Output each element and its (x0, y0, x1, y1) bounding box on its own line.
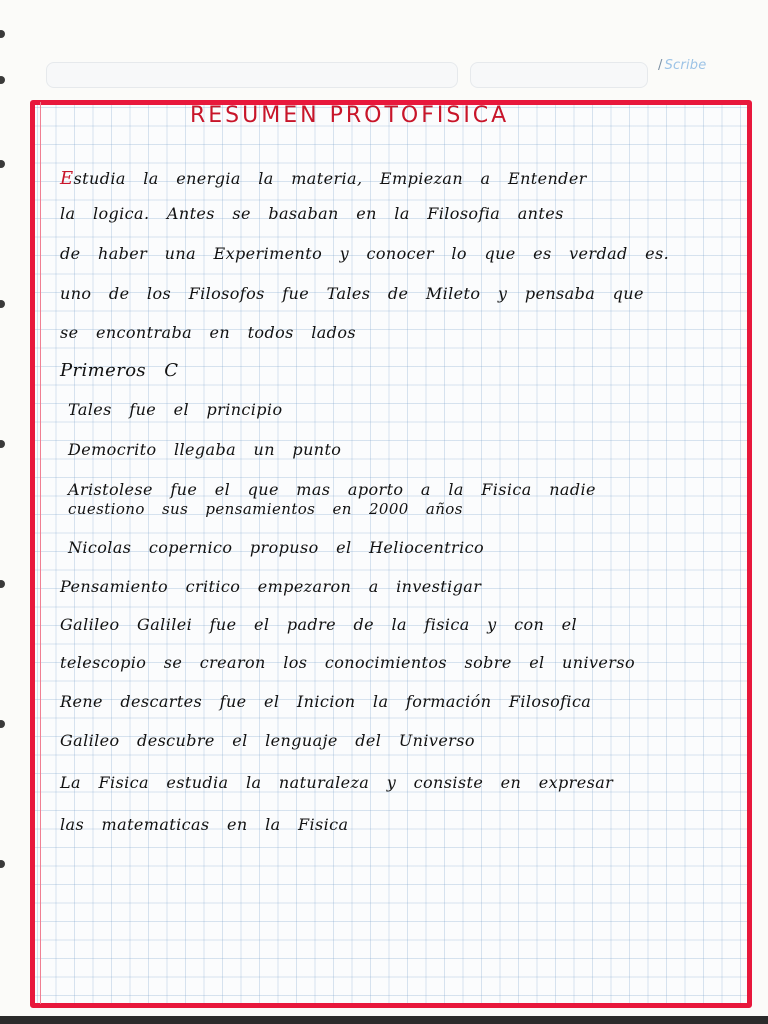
note-fisica-1: La Fisica estudia la naturaleza y consiste en expresar (60, 773, 614, 792)
intro-line-2: la logica. Antes se basaban en la Filosofia antes (60, 204, 564, 223)
note-nicolas: Nicolas copernico propuso el Heliocentrico (68, 538, 485, 557)
intro-line-3: de haber una Experimento y conocer lo que es verdad es. (60, 244, 670, 263)
intro-line-1: Estudia la energia la materia, Empiezan a Entender (60, 168, 587, 189)
spiral-hole (0, 76, 5, 84)
note-fisica-2: las matematicas en la Fisica (60, 815, 349, 834)
note-pensamiento: Pensamiento critico empezaron a investigar (60, 577, 482, 596)
header-date-box (46, 62, 458, 88)
note-rene: Rene descartes fue el Inicion la formación Filosofica (60, 692, 592, 711)
brand-logo: / Scribe (658, 58, 707, 73)
note-aristoteles-2: cuestiono sus pensamientos en 2000 años (68, 500, 463, 518)
spiral-hole (0, 160, 5, 168)
spiral-holes (0, 0, 8, 1024)
margin-line (40, 102, 41, 1004)
intro-line-5: se encontraba en todos lados (60, 323, 356, 342)
spiral-hole (0, 860, 5, 868)
header-number-box (470, 62, 648, 88)
spiral-hole (0, 720, 5, 728)
page-bottom-edge (0, 1016, 768, 1024)
spiral-hole (0, 300, 5, 308)
note-tales: Tales fue el principio (68, 400, 283, 419)
spiral-hole (0, 440, 5, 448)
note-primeros: Primeros C (60, 360, 179, 381)
spiral-hole (0, 30, 5, 38)
note-aristoteles-1: Aristolese fue el que mas aporto a la Fisica nadie (68, 480, 596, 499)
note-galileo-1: Galileo Galilei fue el padre de la fisica y con el (60, 615, 578, 634)
page-title: RESUMEN PROTOFISICA (190, 103, 510, 128)
intro-first-letter: E (60, 168, 74, 189)
note-galileo-2: telescopio se crearon los conocimientos sobre el universo (60, 653, 635, 672)
spiral-hole (0, 580, 5, 588)
note-democrito: Democrito llegaba un punto (68, 440, 342, 459)
note-galileo-3: Galileo descubre el lenguaje del Universo (60, 731, 475, 750)
intro-line-4: uno de los Filosofos fue Tales de Mileto y pensaba que (60, 284, 644, 303)
